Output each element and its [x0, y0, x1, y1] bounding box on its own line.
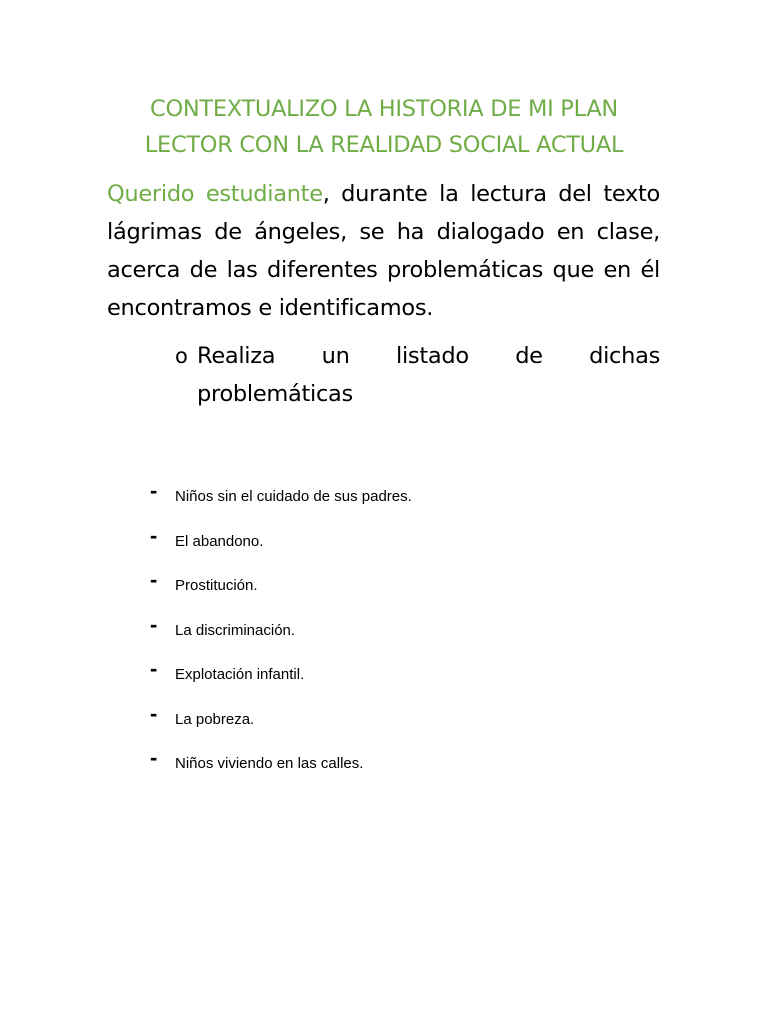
list-item-text: Prostitución. [175, 577, 258, 594]
greeting-text: Querido estudiante [107, 181, 323, 207]
title-line-1: CONTEXTUALIZO LA HISTORIA DE MI PLAN [150, 96, 618, 122]
intro-line-1-text: , durante la lectura del texto [322, 181, 661, 207]
list-item-text: El abandono. [175, 532, 264, 550]
task-line-2: problemáticas [197, 381, 353, 407]
dash-bullet-icon: - [150, 522, 158, 548]
intro-line-3: acerca de las diferentes problemáticas que en él [107, 257, 660, 283]
dash-bullet-icon: - [150, 745, 158, 770]
intro-line-1 [107, 175, 660, 213]
dash-bullet-icon: - [150, 656, 158, 681]
dash-bullet-icon: - [150, 567, 158, 592]
circle-bullet-icon: o [175, 344, 188, 368]
intro-paragraph [107, 175, 660, 327]
task-instruction [175, 337, 660, 413]
document-title [100, 91, 668, 163]
title-line-2: LECTOR CON LA REALIDAD SOCIAL ACTUAL [144, 132, 624, 158]
list-item-text: Niños viviendo en las calles. [175, 755, 364, 772]
dash-bullet-icon: - [150, 478, 158, 503]
intro-line-4: encontramos e identificamos. [107, 295, 434, 321]
dash-bullet-icon: - [150, 700, 158, 726]
task-text [197, 337, 660, 413]
list-item-text: Niños sin el cuidado de sus padres. [175, 488, 412, 505]
task-line-1: Realiza un listado de dichas [197, 343, 660, 369]
intro-line-2: lágrimas de ángeles, se ha dialogado en clase, [107, 219, 660, 245]
list-item-text: La pobreza. [175, 710, 255, 728]
list-item-text: Explotación infantil. [175, 666, 305, 683]
dash-bullet-icon: - [150, 611, 158, 637]
list-item-text: La discriminación. [175, 621, 296, 639]
